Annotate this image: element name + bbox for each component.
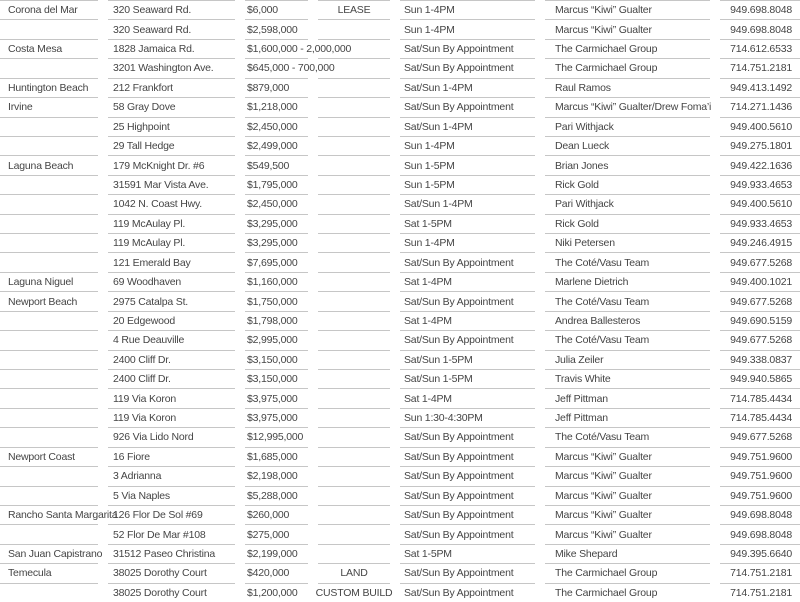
price-cell: $549,500 bbox=[245, 155, 308, 174]
price-cell: $2,995,000 bbox=[245, 330, 308, 349]
table-row bbox=[0, 252, 800, 271]
address-cell: 1042 N. Coast Hwy. bbox=[108, 194, 235, 213]
phone-cell: 949.698.8048 bbox=[720, 19, 800, 38]
open-house-cell: Sun 1-4PM bbox=[400, 233, 535, 252]
type-cell bbox=[318, 369, 390, 388]
open-house-cell: Sat 1-5PM bbox=[400, 544, 535, 563]
phone-cell: 949.751.9600 bbox=[720, 466, 800, 485]
agent-cell: Marcus “Kiwi” Gualter bbox=[545, 447, 710, 466]
type-cell bbox=[318, 97, 390, 116]
phone-cell: 949.422.1636 bbox=[720, 155, 800, 174]
table-row bbox=[0, 233, 800, 252]
table-row bbox=[0, 39, 800, 58]
open-house-cell: Sun 1-4PM bbox=[400, 136, 535, 155]
open-house-cell: Sat/Sun By Appointment bbox=[400, 486, 535, 505]
agent-cell: Niki Petersen bbox=[545, 233, 710, 252]
table-row bbox=[0, 272, 800, 291]
type-cell bbox=[318, 19, 390, 38]
city-cell: Newport Beach bbox=[0, 291, 98, 310]
type-cell bbox=[318, 233, 390, 252]
price-cell: $645,000 - 700,000 bbox=[245, 58, 308, 77]
type-cell bbox=[318, 291, 390, 310]
agent-cell: The Carmichael Group bbox=[545, 39, 710, 58]
city-cell bbox=[0, 408, 98, 427]
price-cell: $2,450,000 bbox=[245, 117, 308, 136]
table-row bbox=[0, 58, 800, 77]
price-cell: $2,598,000 bbox=[245, 19, 308, 38]
phone-cell: 949.395.6640 bbox=[720, 544, 800, 563]
table-row bbox=[0, 175, 800, 194]
agent-cell: Pari Withjack bbox=[545, 117, 710, 136]
address-cell: 52 Flor De Mar #108 bbox=[108, 524, 235, 543]
open-house-cell: Sat/Sun By Appointment bbox=[400, 524, 535, 543]
table-row bbox=[0, 466, 800, 485]
address-cell: 119 McAulay Pl. bbox=[108, 214, 235, 233]
city-cell bbox=[0, 19, 98, 38]
open-house-cell: Sat/Sun By Appointment bbox=[400, 330, 535, 349]
phone-cell: 949.400.5610 bbox=[720, 194, 800, 213]
phone-cell: 949.940.5865 bbox=[720, 369, 800, 388]
type-cell bbox=[318, 175, 390, 194]
address-cell: 31591 Mar Vista Ave. bbox=[108, 175, 235, 194]
address-cell: 58 Gray Dove bbox=[108, 97, 235, 116]
address-cell: 2400 Cliff Dr. bbox=[108, 369, 235, 388]
price-cell: $1,795,000 bbox=[245, 175, 308, 194]
address-cell: 20 Edgewood bbox=[108, 311, 235, 330]
city-cell: Irvine bbox=[0, 97, 98, 116]
table-row bbox=[0, 155, 800, 174]
city-cell bbox=[0, 214, 98, 233]
address-cell: 926 Via Lido Nord bbox=[108, 427, 235, 446]
open-house-cell: Sat/Sun By Appointment bbox=[400, 583, 535, 602]
agent-cell: Jeff Pittman bbox=[545, 408, 710, 427]
phone-cell: 949.677.5268 bbox=[720, 291, 800, 310]
open-house-cell: Sat/Sun By Appointment bbox=[400, 252, 535, 271]
type-cell bbox=[318, 486, 390, 505]
agent-cell: Marcus “Kiwi” Gualter bbox=[545, 0, 710, 19]
open-house-cell: Sat/Sun By Appointment bbox=[400, 39, 535, 58]
agent-cell: Travis White bbox=[545, 369, 710, 388]
address-cell: 119 McAulay Pl. bbox=[108, 233, 235, 252]
open-house-cell: Sat/Sun By Appointment bbox=[400, 97, 535, 116]
phone-cell: 949.698.8048 bbox=[720, 524, 800, 543]
table-row bbox=[0, 291, 800, 310]
price-cell: $1,600,000 - 2,000,000 bbox=[245, 39, 308, 58]
city-cell: Laguna Beach bbox=[0, 155, 98, 174]
open-house-cell: Sun 1-5PM bbox=[400, 155, 535, 174]
agent-cell: Marcus “Kiwi” Gualter/Drew Foma’i bbox=[545, 97, 710, 116]
agent-cell: Marlene Dietrich bbox=[545, 272, 710, 291]
phone-cell: 949.677.5268 bbox=[720, 427, 800, 446]
agent-cell: The Coté/Vasu Team bbox=[545, 427, 710, 446]
price-cell: $3,975,000 bbox=[245, 388, 308, 407]
city-cell bbox=[0, 194, 98, 213]
address-cell: 25 Highpoint bbox=[108, 117, 235, 136]
phone-cell: 949.698.8048 bbox=[720, 0, 800, 19]
city-cell: Costa Mesa bbox=[0, 39, 98, 58]
price-cell: $1,685,000 bbox=[245, 447, 308, 466]
address-cell: 2400 Cliff Dr. bbox=[108, 350, 235, 369]
price-cell: $3,295,000 bbox=[245, 233, 308, 252]
address-cell: 5 Via Naples bbox=[108, 486, 235, 505]
type-cell bbox=[318, 272, 390, 291]
table-row bbox=[0, 563, 800, 582]
address-cell: 4 Rue Deauville bbox=[108, 330, 235, 349]
address-cell: 119 Via Koron bbox=[108, 408, 235, 427]
type-cell bbox=[318, 155, 390, 174]
open-house-cell: Sat/Sun 1-4PM bbox=[400, 117, 535, 136]
city-cell bbox=[0, 175, 98, 194]
price-cell: $260,000 bbox=[245, 505, 308, 524]
table-row bbox=[0, 486, 800, 505]
phone-cell: 949.933.4653 bbox=[720, 175, 800, 194]
agent-cell: Andrea Ballesteros bbox=[545, 311, 710, 330]
phone-cell: 949.698.8048 bbox=[720, 505, 800, 524]
type-cell: LAND bbox=[318, 563, 390, 582]
open-house-cell: Sat/Sun By Appointment bbox=[400, 466, 535, 485]
address-cell: 3201 Washington Ave. bbox=[108, 58, 235, 77]
address-cell: 29 Tall Hedge bbox=[108, 136, 235, 155]
phone-cell: 714.751.2181 bbox=[720, 563, 800, 582]
agent-cell: Raul Ramos bbox=[545, 78, 710, 97]
table-row bbox=[0, 97, 800, 116]
table-row bbox=[0, 505, 800, 524]
phone-cell: 949.751.9600 bbox=[720, 486, 800, 505]
open-house-cell: Sat/Sun By Appointment bbox=[400, 291, 535, 310]
agent-cell: Brian Jones bbox=[545, 155, 710, 174]
phone-cell: 949.400.5610 bbox=[720, 117, 800, 136]
phone-cell: 949.677.5268 bbox=[720, 330, 800, 349]
phone-cell: 949.246.4915 bbox=[720, 233, 800, 252]
type-cell bbox=[318, 78, 390, 97]
type-cell bbox=[318, 350, 390, 369]
table-row bbox=[0, 78, 800, 97]
type-cell bbox=[318, 117, 390, 136]
city-cell bbox=[0, 350, 98, 369]
city-cell bbox=[0, 466, 98, 485]
type-cell bbox=[318, 466, 390, 485]
table-row bbox=[0, 408, 800, 427]
open-house-cell: Sat 1-4PM bbox=[400, 388, 535, 407]
city-cell: Laguna Niguel bbox=[0, 272, 98, 291]
city-cell bbox=[0, 311, 98, 330]
table-row bbox=[0, 0, 800, 19]
phone-cell: 714.612.6533 bbox=[720, 39, 800, 58]
agent-cell: Marcus “Kiwi” Gualter bbox=[545, 466, 710, 485]
agent-cell: Julia Zeiler bbox=[545, 350, 710, 369]
phone-cell: 714.785.4434 bbox=[720, 388, 800, 407]
phone-cell: 714.271.1436 bbox=[720, 97, 800, 116]
type-cell bbox=[318, 252, 390, 271]
type-cell bbox=[318, 388, 390, 407]
phone-cell: 714.751.2181 bbox=[720, 58, 800, 77]
city-cell bbox=[0, 388, 98, 407]
address-cell: 121 Emerald Bay bbox=[108, 252, 235, 271]
table-row bbox=[0, 388, 800, 407]
city-cell bbox=[0, 330, 98, 349]
price-cell: $5,288,000 bbox=[245, 486, 308, 505]
agent-cell: The Carmichael Group bbox=[545, 583, 710, 602]
address-cell: 31512 Paseo Christina bbox=[108, 544, 235, 563]
table-row bbox=[0, 427, 800, 446]
price-cell: $1,218,000 bbox=[245, 97, 308, 116]
open-house-cell: Sat 1-4PM bbox=[400, 311, 535, 330]
open-house-cell: Sun 1-5PM bbox=[400, 175, 535, 194]
table-row bbox=[0, 194, 800, 213]
address-cell: 69 Woodhaven bbox=[108, 272, 235, 291]
phone-cell: 949.338.0837 bbox=[720, 350, 800, 369]
agent-cell: Marcus “Kiwi” Gualter bbox=[545, 524, 710, 543]
table-row bbox=[0, 447, 800, 466]
open-house-cell: Sun 1-4PM bbox=[400, 0, 535, 19]
type-cell bbox=[318, 58, 390, 77]
address-cell: 320 Seaward Rd. bbox=[108, 0, 235, 19]
agent-cell: The Coté/Vasu Team bbox=[545, 252, 710, 271]
phone-cell: 714.785.4434 bbox=[720, 408, 800, 427]
agent-cell: Dean Lueck bbox=[545, 136, 710, 155]
type-cell bbox=[318, 447, 390, 466]
address-cell: 1828 Jamaica Rd. bbox=[108, 39, 235, 58]
table-row bbox=[0, 311, 800, 330]
price-cell: $3,150,000 bbox=[245, 369, 308, 388]
type-cell bbox=[318, 524, 390, 543]
city-cell: San Juan Capistrano bbox=[0, 544, 98, 563]
agent-cell: Rick Gold bbox=[545, 214, 710, 233]
city-cell bbox=[0, 233, 98, 252]
open-house-cell: Sun 1-4PM bbox=[400, 19, 535, 38]
city-cell bbox=[0, 252, 98, 271]
open-house-cell: Sat 1-4PM bbox=[400, 272, 535, 291]
price-cell: $12,995,000 bbox=[245, 427, 308, 446]
table-row bbox=[0, 583, 800, 602]
city-cell bbox=[0, 117, 98, 136]
phone-cell: 949.400.1021 bbox=[720, 272, 800, 291]
table-row bbox=[0, 214, 800, 233]
open-house-cell: Sat/Sun By Appointment bbox=[400, 563, 535, 582]
city-cell: Corona del Mar bbox=[0, 0, 98, 19]
phone-cell: 949.933.4653 bbox=[720, 214, 800, 233]
agent-cell: The Coté/Vasu Team bbox=[545, 330, 710, 349]
type-cell bbox=[318, 136, 390, 155]
address-cell: 126 Flor De Sol #69 bbox=[108, 505, 235, 524]
open-house-cell: Sat 1-5PM bbox=[400, 214, 535, 233]
phone-cell: 949.751.9600 bbox=[720, 447, 800, 466]
open-house-cell: Sun 1:30-4:30PM bbox=[400, 408, 535, 427]
type-cell bbox=[318, 427, 390, 446]
price-cell: $1,798,000 bbox=[245, 311, 308, 330]
city-cell bbox=[0, 524, 98, 543]
price-cell: $2,450,000 bbox=[245, 194, 308, 213]
price-cell: $275,000 bbox=[245, 524, 308, 543]
phone-cell: 714.751.2181 bbox=[720, 583, 800, 602]
address-cell: 179 McKnight Dr. #6 bbox=[108, 155, 235, 174]
agent-cell: Marcus “Kiwi” Gualter bbox=[545, 505, 710, 524]
address-cell: 3 Adrianna bbox=[108, 466, 235, 485]
type-cell: LEASE bbox=[318, 0, 390, 19]
price-cell: $2,198,000 bbox=[245, 466, 308, 485]
price-cell: $3,975,000 bbox=[245, 408, 308, 427]
table-row bbox=[0, 330, 800, 349]
open-house-cell: Sat/Sun 1-4PM bbox=[400, 194, 535, 213]
table-row bbox=[0, 117, 800, 136]
open-house-cell: Sat/Sun By Appointment bbox=[400, 505, 535, 524]
agent-cell: The Carmichael Group bbox=[545, 563, 710, 582]
city-cell: Huntington Beach bbox=[0, 78, 98, 97]
table-row bbox=[0, 350, 800, 369]
phone-cell: 949.275.1801 bbox=[720, 136, 800, 155]
type-cell bbox=[318, 544, 390, 563]
type-cell bbox=[318, 39, 390, 58]
price-cell: $1,200,000 bbox=[245, 583, 308, 602]
table-row bbox=[0, 19, 800, 38]
open-house-cell: Sat/Sun 1-4PM bbox=[400, 78, 535, 97]
type-cell bbox=[318, 214, 390, 233]
price-cell: $879,000 bbox=[245, 78, 308, 97]
agent-cell: The Coté/Vasu Team bbox=[545, 291, 710, 310]
price-cell: $7,695,000 bbox=[245, 252, 308, 271]
open-house-cell: Sat/Sun 1-5PM bbox=[400, 369, 535, 388]
type-cell bbox=[318, 408, 390, 427]
agent-cell: Marcus “Kiwi” Gualter bbox=[545, 19, 710, 38]
city-cell bbox=[0, 583, 98, 602]
address-cell: 38025 Dorothy Court bbox=[108, 563, 235, 582]
table-row bbox=[0, 524, 800, 543]
type-cell bbox=[318, 505, 390, 524]
city-cell: Newport Coast bbox=[0, 447, 98, 466]
city-cell: Rancho Santa Margarita bbox=[0, 505, 98, 524]
agent-cell: Marcus “Kiwi” Gualter bbox=[545, 486, 710, 505]
phone-cell: 949.677.5268 bbox=[720, 252, 800, 271]
address-cell: 38025 Dorothy Court bbox=[108, 583, 235, 602]
agent-cell: Rick Gold bbox=[545, 175, 710, 194]
table-row bbox=[0, 544, 800, 563]
type-cell bbox=[318, 311, 390, 330]
open-house-cell: Sat/Sun By Appointment bbox=[400, 427, 535, 446]
price-cell: $1,750,000 bbox=[245, 291, 308, 310]
phone-cell: 949.413.1492 bbox=[720, 78, 800, 97]
open-house-cell: Sat/Sun By Appointment bbox=[400, 447, 535, 466]
city-cell bbox=[0, 136, 98, 155]
type-cell bbox=[318, 330, 390, 349]
price-cell: $1,160,000 bbox=[245, 272, 308, 291]
price-cell: $3,295,000 bbox=[245, 214, 308, 233]
price-cell: $6,000 bbox=[245, 0, 308, 19]
agent-cell: Mike Shepard bbox=[545, 544, 710, 563]
price-cell: $420,000 bbox=[245, 563, 308, 582]
agent-cell: Jeff Pittman bbox=[545, 388, 710, 407]
city-cell bbox=[0, 486, 98, 505]
table-row bbox=[0, 136, 800, 155]
agent-cell: The Carmichael Group bbox=[545, 58, 710, 77]
address-cell: 2975 Catalpa St. bbox=[108, 291, 235, 310]
city-cell bbox=[0, 427, 98, 446]
type-cell bbox=[318, 194, 390, 213]
address-cell: 212 Frankfort bbox=[108, 78, 235, 97]
address-cell: 16 Fiore bbox=[108, 447, 235, 466]
open-house-cell: Sat/Sun 1-5PM bbox=[400, 350, 535, 369]
table-row bbox=[0, 369, 800, 388]
city-cell bbox=[0, 58, 98, 77]
agent-cell: Pari Withjack bbox=[545, 194, 710, 213]
city-cell: Temecula bbox=[0, 563, 98, 582]
address-cell: 320 Seaward Rd. bbox=[108, 19, 235, 38]
price-cell: $2,199,000 bbox=[245, 544, 308, 563]
type-cell: CUSTOM BUILD bbox=[318, 583, 390, 602]
city-cell bbox=[0, 369, 98, 388]
open-house-cell: Sat/Sun By Appointment bbox=[400, 58, 535, 77]
price-cell: $2,499,000 bbox=[245, 136, 308, 155]
address-cell: 119 Via Koron bbox=[108, 388, 235, 407]
phone-cell: 949.690.5159 bbox=[720, 311, 800, 330]
price-cell: $3,150,000 bbox=[245, 350, 308, 369]
